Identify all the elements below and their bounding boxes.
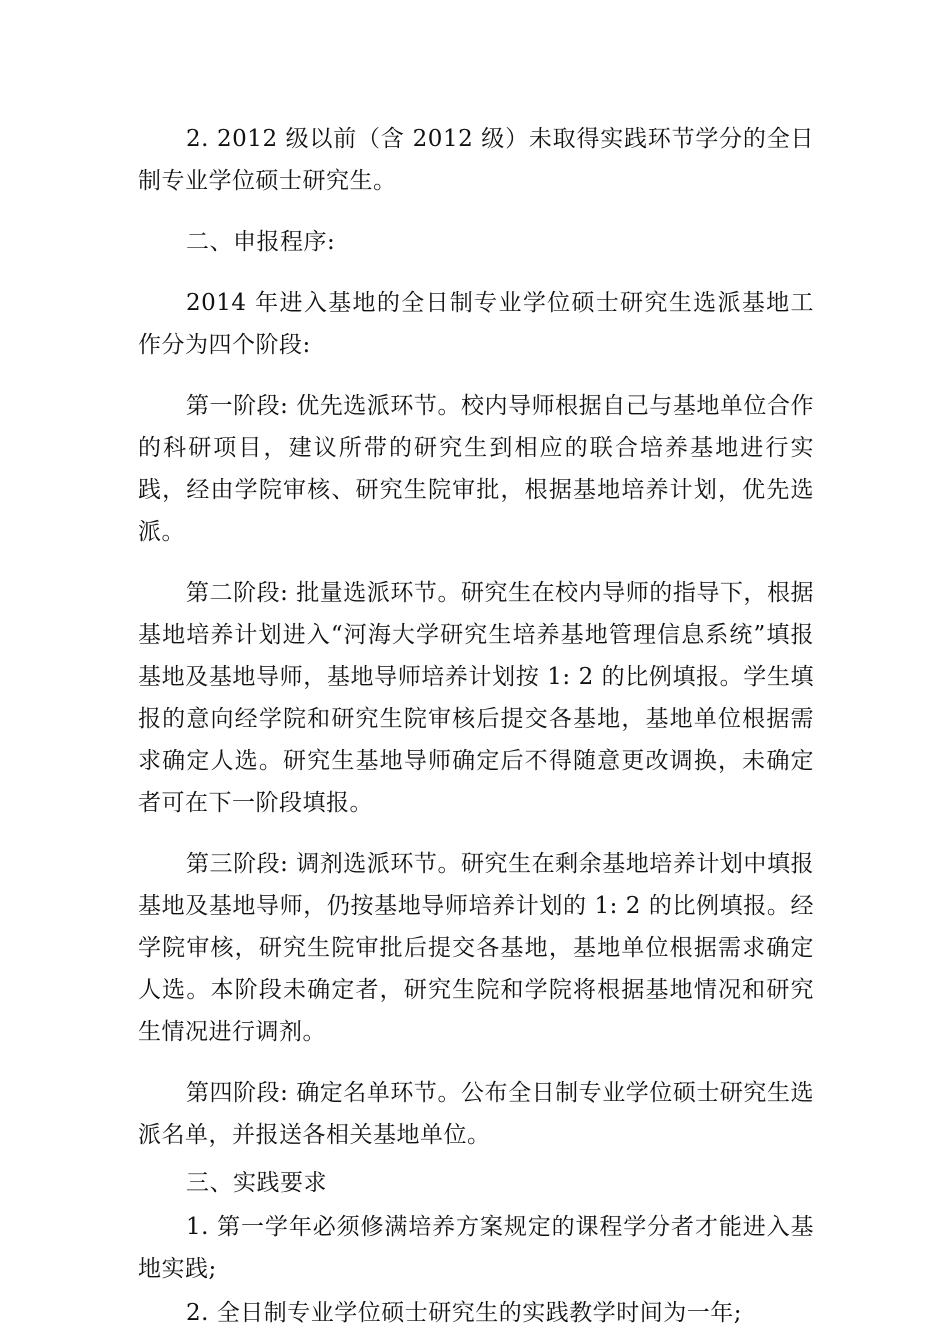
paragraph-procedure-intro: 2014 年进入基地的全日制专业学位硕士研究生选派基地工作分为四个阶段: bbox=[138, 290, 814, 358]
document-body bbox=[138, 118, 814, 1334]
paragraph-requirement-2: 2. 全日制专业学位硕士研究生的实践教学时间为一年; bbox=[186, 1300, 743, 1326]
paragraph-requirement-1: 1. 第一学年必须修满培养方案规定的课程学分者才能进入基地实践; bbox=[138, 1214, 814, 1282]
paragraph-stage-one: 第一阶段: 优先选派环节。校内导师根据自己与基地单位合作的科研项目，建议所带的研究生到相应的联合培养基地进行实践，经由学院审核、研究生院审批，根据基地培养计划，优先选派。 bbox=[138, 393, 814, 545]
heading-practice-requirements: 三、实践要求 bbox=[186, 1170, 327, 1196]
heading-application-procedure: 二、申报程序: bbox=[186, 229, 336, 255]
paragraph-eligibility-item-2: 2. 2012 级以前（含 2012 级）未取得实践环节学分的全日制专业学位硕士研究生。 bbox=[138, 126, 814, 194]
paragraph-stage-two: 第二阶段: 批量选派环节。研究生在校内导师的指导下，根据基地培养计划进入“河海大学研究生培养基地管理信息系统”填报基地及基地导师，基地导师培养计划按 1: 2 的比例填报。学生填报的意向经学院和研究生院审核后提交各基地，基地单位根据需求确定人选。研究生基地导师确定后不得随意更改调换，未确定者可在下一阶段填报。 bbox=[138, 580, 814, 816]
paragraph-stage-four: 第四阶段: 确定名单环节。公布全日制专业学位硕士研究生选派名单，并报送各相关基地单位。 bbox=[138, 1080, 814, 1148]
paragraph-stage-three: 第三阶段: 调剂选派环节。研究生在剩余基地培养计划中填报基地及基地导师，仍按基地导师培养计划的 1: 2 的比例填报。经学院审核，研究生院审批后提交各基地，基地单位根据需求确定人选。本阶段未确定者，研究生院和学院将根据基地情况和研究生情况进行调剂。 bbox=[138, 851, 814, 1045]
